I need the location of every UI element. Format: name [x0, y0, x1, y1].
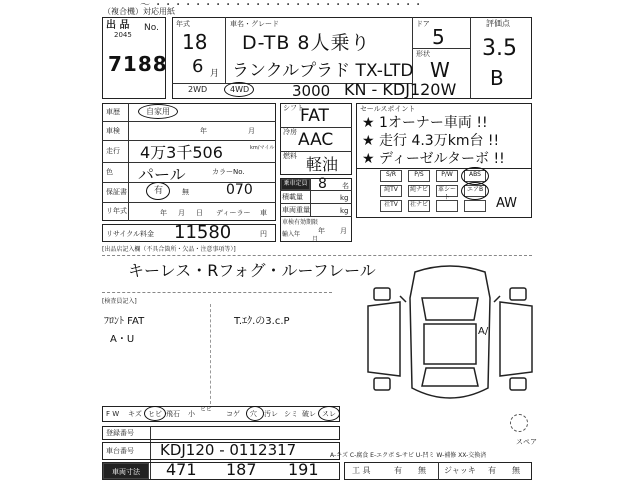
header-subtitle: （複合機）対応用紙 — [103, 7, 175, 16]
tools-none: 無 — [418, 466, 426, 475]
fw-item-9: 破レ — [302, 410, 316, 418]
shift-label: シフト — [283, 104, 304, 112]
dims-height: 191 — [288, 460, 319, 479]
fw-item-4: ヒビ — [200, 406, 213, 413]
recall-unit2: 月 — [178, 209, 185, 217]
shift-value: FAT — [300, 106, 329, 126]
option-abs: ABS — [464, 170, 486, 182]
fuel-value: 軽油 — [306, 155, 339, 174]
jack-have: 有 — [488, 466, 496, 475]
lot-label-no: No. — [144, 23, 159, 33]
reg-label: 登録番号 — [106, 429, 134, 437]
inspect-label: 車検 — [106, 127, 120, 135]
warranty-none: 無 — [182, 188, 189, 196]
name-line1: D-TB 8人乗り — [242, 32, 371, 54]
car-note: A/ — [478, 326, 489, 337]
drive-4wd: 4WD — [230, 85, 250, 94]
year-label: 年式 — [176, 20, 190, 28]
option-blank1 — [436, 200, 458, 212]
header-top-text: 〜 ・・・・・・・・・・・・・・・・・・・・・・・・・・・ — [140, 0, 424, 11]
shaken-label: 車歴 — [106, 108, 120, 116]
expire-unit: 年 — [318, 227, 325, 235]
expire-month: 月 — [340, 227, 347, 235]
fw-item-3: 小 — [188, 410, 195, 418]
lot-number: 7188 — [108, 52, 168, 76]
inspect-unit-y: 年 — [200, 127, 207, 135]
recycle-value: 11580 — [174, 222, 232, 243]
sales-point-2: ★ 走行 4.3万km台 !! — [362, 133, 500, 149]
inspection-line2: A・U — [110, 334, 135, 345]
inspection-right-note: T.ｴｸ.の3.c.P — [234, 316, 290, 327]
extra-label: 輸入年 — [282, 231, 301, 238]
ac-value: AAC — [298, 130, 334, 150]
fw-label: F W — [106, 410, 120, 418]
chassis-value: KDJ120 - 0112317 — [160, 441, 297, 459]
score-value: 3.5 — [482, 36, 517, 61]
capacity-unit: 名 — [342, 182, 349, 190]
expire-label: 車検有効期限 — [282, 219, 319, 226]
cc-value: 3000 — [292, 82, 331, 100]
fw-item-1: ヒビ — [148, 410, 162, 418]
shaken-value: 自家用 — [146, 107, 170, 116]
lot-label-top: 出 品 — [106, 20, 130, 31]
inspection-line1: ﾌﾛﾝﾄ FAT — [104, 316, 145, 327]
option-ps: P/S — [408, 170, 430, 182]
name-label: 車名・グレード — [230, 20, 279, 28]
warranty-value: 有 — [154, 186, 164, 196]
fw-item-0: キズ — [128, 410, 142, 418]
color-value: パール — [138, 165, 186, 184]
load-unit: kg — [340, 194, 349, 202]
sales-point-3: ★ ディーゼルターボ !! — [362, 151, 505, 167]
option-aw: AW — [496, 196, 518, 211]
shape-label: 形状 — [416, 50, 430, 58]
option-stv: 社TV — [380, 200, 402, 212]
capacity-value: 8 — [318, 176, 327, 192]
inspect-unit-m: 月 — [248, 127, 255, 135]
sales-point-1: ★ 1オーナー車両 !! — [362, 115, 488, 131]
sales-point-label: セールスポイント — [360, 105, 416, 113]
mileage-unit: km/マイル — [250, 145, 275, 151]
door-value: 5 — [432, 25, 445, 49]
grade-value: B — [490, 66, 504, 90]
lot-small-code: 2045 — [114, 31, 132, 39]
drive-4wd-circle — [224, 82, 254, 97]
color-no-label: カラーNo. — [212, 168, 245, 176]
dims-label: 車両寸法 — [103, 463, 149, 479]
condition-label: [出品店記入欄（不具合箇所・欠品・注意事項等）] — [102, 246, 236, 253]
weight-label: 車両重量 — [282, 206, 310, 214]
option-jtv: 純TV — [380, 185, 402, 197]
option-blank2 — [464, 200, 486, 212]
dims-length: 471 — [166, 460, 197, 479]
dealer-label: ディーラー — [216, 209, 251, 217]
door-label: ドア — [416, 20, 430, 28]
warranty-label: 保証書 — [106, 188, 127, 196]
option-leather: 革シート — [437, 186, 456, 201]
fw-circle-1 — [144, 406, 166, 421]
color-no-value: 070 — [226, 182, 253, 198]
fw-item-10: スレ — [322, 410, 336, 418]
fw-item-6: 穴 — [250, 410, 257, 418]
tools-have: 有 — [394, 466, 402, 475]
recycle-unit: 円 — [260, 230, 267, 238]
option-jnavi: 純ナビ — [408, 185, 430, 197]
month-value: 6 — [192, 56, 204, 77]
name-line2: ランクルプラド TX-LTD — [232, 61, 414, 81]
spare-icon — [510, 414, 528, 432]
fw-item-7: 汚レ — [264, 410, 278, 418]
fuel-label: 燃料 — [283, 152, 297, 160]
fw-circle-6 — [246, 406, 264, 421]
ac-label: 冷房 — [283, 128, 297, 136]
color-label: 色 — [106, 168, 113, 176]
month-unit: 月 — [210, 69, 220, 79]
option-snavi: 社ナビ — [408, 200, 430, 212]
weight-unit: kg — [340, 207, 349, 215]
shaken-circle — [138, 104, 178, 119]
tools-label: 工 具 — [352, 466, 371, 475]
fw-item-8: シミ — [284, 410, 298, 418]
option-airbag-circle — [461, 182, 489, 200]
year-value: 18 — [182, 30, 208, 54]
damage-legend: A-キズ C-腐食 E-エクボ S-サビ U-凹ミ W-補修 XX-交換済 — [330, 452, 487, 459]
mileage-label: 走行 — [106, 147, 120, 155]
jack-label: ジャッキ — [444, 466, 476, 475]
recall-label: リ年式 — [106, 207, 127, 215]
option-airbag: エアB — [464, 185, 486, 197]
shape-value: W — [430, 58, 450, 82]
dims-width: 187 — [226, 460, 257, 479]
recycle-label: リサイクル料金 — [106, 230, 155, 238]
recall-unit3: 日 — [196, 209, 203, 217]
recall-unit1: 年 — [160, 209, 167, 217]
reg-box — [102, 426, 340, 440]
spare-label: スペア — [516, 438, 537, 446]
car-diagram — [360, 258, 540, 416]
fw-item-5: コゲ — [226, 410, 240, 418]
fw-circle-10 — [318, 406, 340, 421]
load-label: 積載量 — [282, 193, 303, 201]
model-code: KN - KDJ120W — [344, 80, 457, 99]
drive-2wd: 2WD — [188, 85, 208, 94]
condition-text: キーレス・Rフォグ・ルーフレール — [128, 261, 376, 280]
option-pw: P/W — [436, 170, 458, 182]
chassis-label: 車台番号 — [106, 447, 134, 455]
warranty-circle — [146, 182, 170, 200]
dealer-label2: 車 — [260, 209, 267, 217]
option-sr: S/R — [380, 170, 402, 182]
inspection-label: [検査員記入] — [102, 298, 137, 305]
extra-unit: 月 — [312, 236, 319, 243]
score-label: 評価点 — [486, 19, 510, 28]
fw-item-2: 飛石 — [166, 410, 180, 418]
jack-none: 無 — [512, 466, 520, 475]
capacity-label: 乗車定員 — [281, 179, 310, 190]
mileage-value: 4万3千506 — [140, 143, 223, 162]
